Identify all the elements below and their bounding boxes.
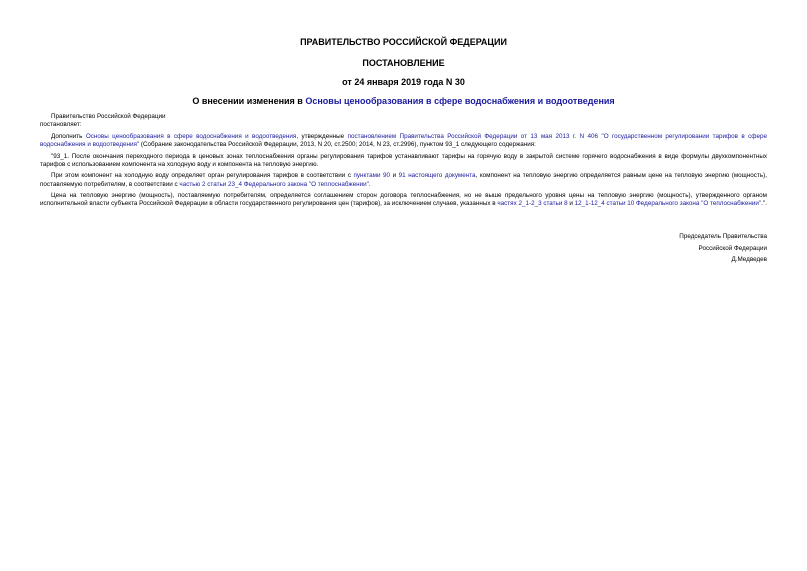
doc-type-heading: ПОСТАНОВЛЕНИЕ — [362, 58, 445, 68]
org-heading: ПРАВИТЕЛЬСТВО РОССИЙСКОЙ ФЕДЕРАЦИИ — [300, 37, 507, 47]
title-prefix: О внесении изменения в — [192, 96, 306, 106]
link-clause-91[interactable]: 91 — [398, 172, 406, 180]
paragraph-government: Правительство Российской Федерации — [51, 113, 166, 120]
link-resolution-406[interactable]: постановлением Правительства Российской Федерации от 13 мая 2013 г. N 406 "О государственном регулировании тарифов в сфере водоснабжения и водоотведения" — [40, 132, 767, 148]
signature-block — [679, 231, 767, 266]
signature-title: Председатель Правительства — [679, 233, 767, 240]
paragraph-cold-water-text-1: При этом компонент на холодную воду определяет орган регулирования тарифов в соответствии с — [51, 172, 354, 180]
link-this-document[interactable]: настоящего документа — [408, 172, 476, 180]
link-pricing-basics[interactable]: Основы ценообразования в сфере водоснабжения и водоотведения — [85, 132, 297, 140]
paragraph-amend — [40, 133, 767, 149]
document-title — [0, 96, 807, 106]
paragraph-amend-text-1: Дополнить — [51, 132, 86, 140]
document-body — [40, 113, 767, 212]
paragraph-93-1: "93_1. После окончания переходного периода в ценовых зонах теплоснабжения органы регулирования тарифов устанавливают тарифы на горячую воду в закрытой системе горячего водоснабжения в виде формулы двухкомпонентных тарифов с использованием компонента на холодную воду и компонента на тепловую энергию. — [40, 152, 767, 168]
signature-country: Российской Федерации — [698, 244, 767, 252]
paragraph-amend-text-3: (Собрание законодательства Российской Федерации, 2013, N 20, ст.2500; 2014, N 23, ст.2996), пунктом 93_1 следующего содержания: — [139, 141, 536, 148]
link-article-23-4[interactable]: частью 2 статьи 23_4 Федерального закона "О теплоснабжении" — [179, 180, 369, 188]
paragraph-heat-price-text-2: и — [567, 200, 575, 208]
paragraph-cold-water-text-4: , компонент на тепловую энергию определяется равным цене на тепловую энергию (мощность), поставляемую потребителям, в соответствии с — [40, 172, 767, 188]
paragraph-cold-water — [40, 172, 767, 188]
paragraph-heat-price-text-1: Цена на тепловую энергию (мощность), поставляемую потребителям, определяется соглашением сторон договора теплоснабжения, но не выше предельного уровня цены на тепловую энергию (мощность), утвержденного органом исполнительной власти субъекта Российской Федерации в области государственного регулирования цен (тарифов), за исключением случаев, указанных в — [40, 192, 767, 208]
paragraph-resolves: постановляет: — [40, 121, 82, 129]
link-clause-90[interactable]: пунктами 90 — [353, 172, 391, 180]
paragraph-cold-water-text-2: и — [390, 172, 399, 180]
paragraph-heat-price — [40, 192, 767, 208]
paragraph-amend-text-2: , утвержденные — [296, 132, 348, 140]
title-link[interactable]: Основы ценообразования в сфере водоснабжения и водоотведения — [305, 96, 615, 106]
paragraph-heat-price-text-3: .". — [761, 200, 767, 208]
date-number-heading: от 24 января 2019 года N 30 — [342, 77, 465, 87]
signature-name: Д.Медведев — [731, 256, 767, 263]
link-article-8-parts[interactable]: частях 2_1-2_3 статьи 8 — [497, 200, 568, 208]
paragraph-cold-water-text-5: . — [368, 180, 371, 188]
link-article-10-parts[interactable]: 12_1-12_4 статьи 10 Федерального закона "О теплоснабжении" — [574, 200, 762, 208]
